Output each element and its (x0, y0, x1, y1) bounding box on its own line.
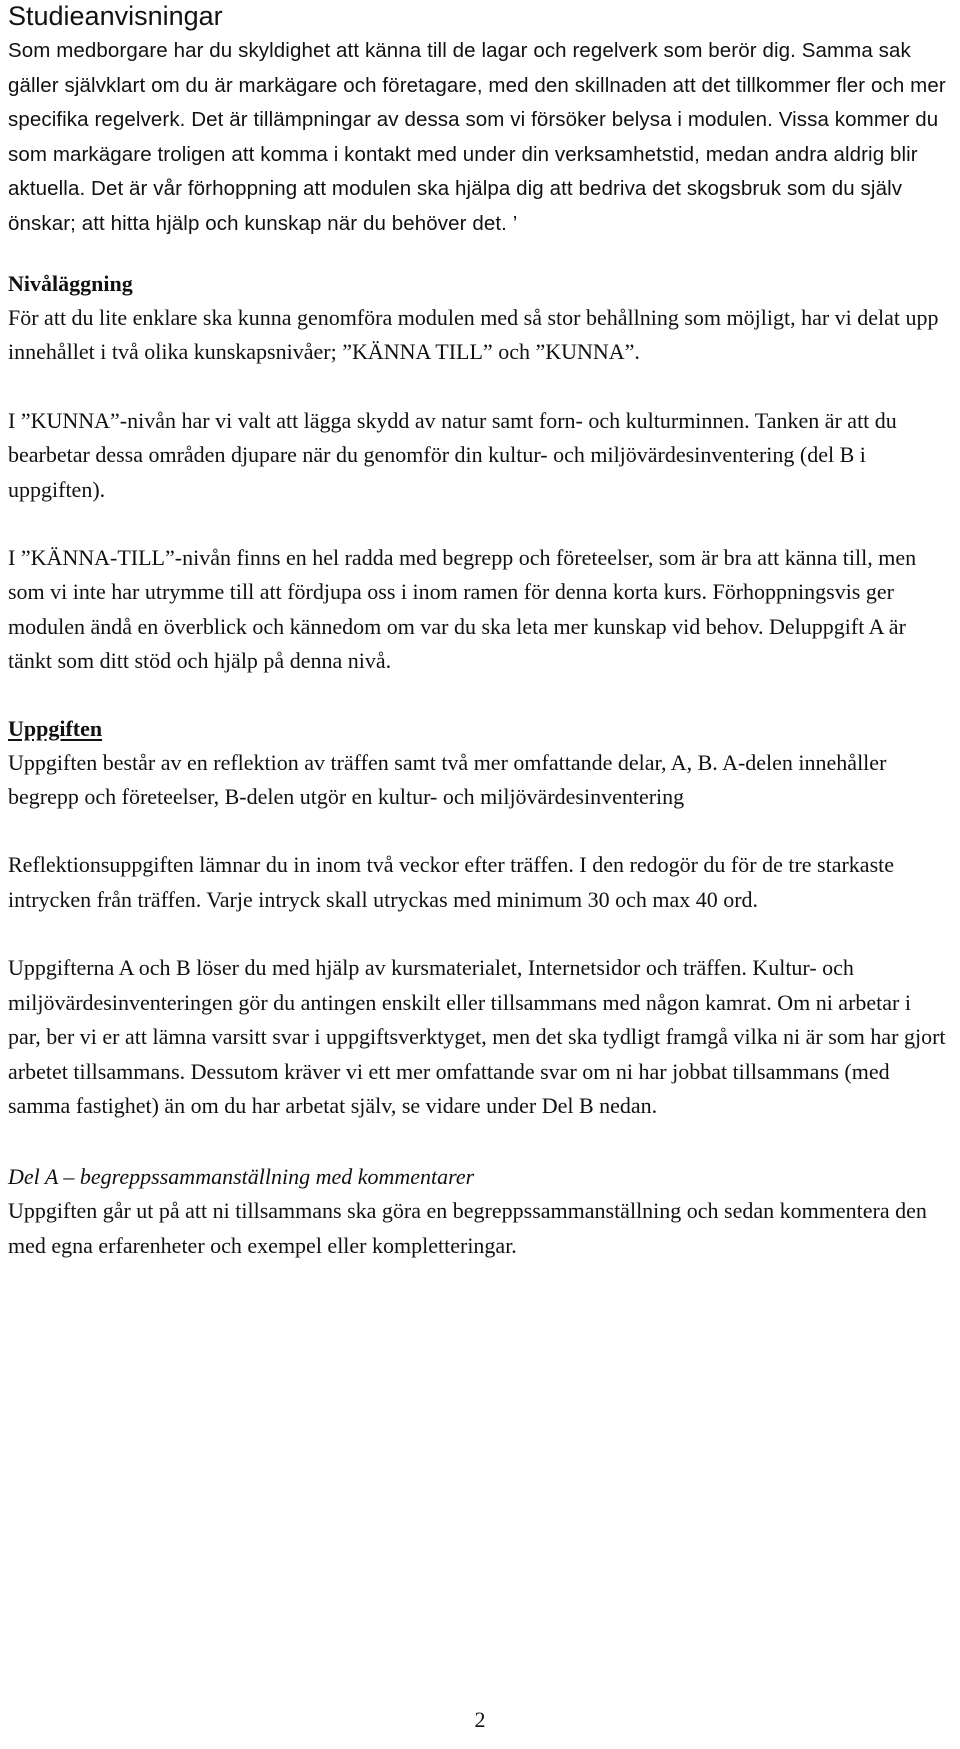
nivalaggning-paragraph-1: För att du lite enklare ska kunna genomföra modulen med så stor behållning som möjligt, har vi delat upp innehållet i två olika kunskapsnivåer; ”KÄNNA TILL” och ”KUNNA”. (8, 305, 939, 365)
intro-paragraph: Som medborgare har du skyldighet att känna till de lagar och regelverk som berör dig. Samma sak gäller självklart om du är markägare och företagare, med den skillnaden att det tillkommer fler och mer specifika regelverk. Det är tillämpningar av dessa som vi försöker belysa i modulen. Vissa kommer du som markägare troligen att komma i kontakt med under din verksamhetstid, medan andra aldrig blir aktuella. Det är vår förhoppning att modulen ska hjälpa dig att bedriva det skogsbruk som du själv önskar; att hitta hjälp och kunskap när du behöver det. ’ (8, 39, 946, 235)
del-a-paragraph: Uppgiften går ut på att ni tillsammans ska göra en begreppssammanställning och sedan kommentera den med egna erfarenheter och exempel eller kompletteringar. (8, 1198, 927, 1258)
uppgiften-paragraph-2: Reflektionsuppgiften lämnar du in inom två veckor efter träffen. I den redogör du för de tre starkaste intrycken från träffen. Varje intryck skall utryckas med minimum 30 och max 40 ord. (8, 852, 895, 912)
nivalaggning-paragraph-2: I ”KUNNA”-nivån har vi valt att lägga skydd av natur samt forn- och kulturminnen. Tanken är att du bearbetar dessa områden djupare när du genomför din kultur- och miljövärdesinventering (del B i uppgiften). (8, 407, 897, 502)
document-content (8, 0, 948, 1263)
page-title: Studieanvisningar (8, 1, 223, 31)
section-heading-nivalaggning: Nivåläggning (8, 271, 133, 296)
uppgiften-paragraph-1: Uppgiften består av en reflektion av träffen samt två mer omfattande delar, A, B. A-delen innehåller begrepp och företeelser, B-delen utgör en kultur- och miljövärdesinventering (8, 749, 887, 810)
uppgiften-paragraph-3: Uppgifterna A och B löser du med hjälp av kursmaterialet, Internetsidor och träffen. Kultur- och miljövärdesinventeringen gör du antingen enskilt eller tillsammans med någon kamrat. Om ni arbetar i par, ber vi er att lämna varsitt svar i uppgiftsverktyget, men det ska tydligt framgå vilka ni är som har gjort arbetet tillsammans. Dessutom kräver vi ett mer omfattande svar om ni har jobbat tillsammans (med samma fastighet) än om du har arbetat själv, se vidare under Del B nedan. (8, 955, 946, 1118)
section-heading-del-a: Del A – begreppssammanställning med kommentarer (8, 1164, 475, 1190)
section-heading-uppgiften: Uppgiften (8, 715, 103, 741)
nivalaggning-paragraph-3: I ”KÄNNA-TILL”-nivån finns en hel radda med begrepp och företeelser, som är bra att känna till, men som vi inte har utrymme till att fördjupa oss i inom ramen för denna korta kurs. Förhoppningsvis ger modulen ändå en överblick och kännedom om var du ska leta mer kunskap vid behov. Deluppgift A är tänkt som ditt stöd och hjälp på denna nivå. (8, 545, 917, 674)
page-number: 2 (474, 1707, 486, 1732)
